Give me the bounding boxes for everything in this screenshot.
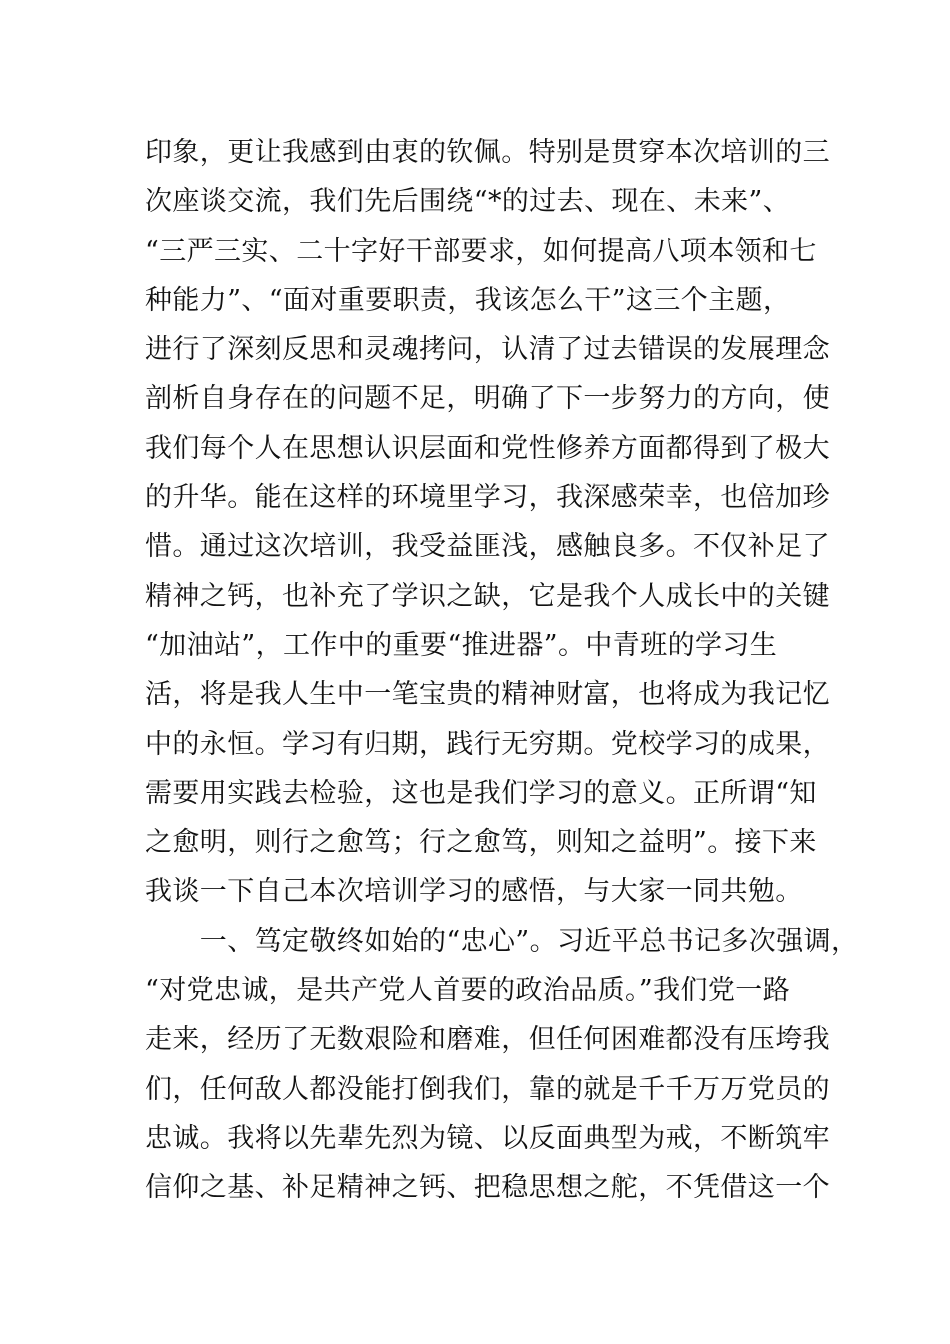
text-line: 信仰之基、补足精神之钙、把稳思想之舵，不凭借这一个 — [145, 1172, 830, 1204]
section-heading-line: 一、笃定敬终如始的“忠心”。习近平总书记多次强调， — [145, 925, 859, 957]
text-line: 活，将是我人生中一笔宝贵的精神财富，也将成为我记忆 — [145, 679, 830, 711]
text-line: “三严三实、二十字好干部要求，如何提高八项本领和七 — [145, 235, 817, 267]
text-line: 需要用实践去检验，这也是我们学习的意义。正所谓“知 — [145, 777, 817, 809]
text-line: 种能力”、“面对重要职责，我该怎么干”这三个主题， — [145, 284, 791, 316]
text-line: 中的永恒。学习有归期，践行无穷期。党校学习的成果， — [145, 728, 830, 760]
text-line: 惜。通过这次培训，我受益匪浅，感触良多。不仅补足了 — [145, 531, 830, 563]
text-line: “对党忠诚，是共产党人首要的政治品质。”我们党一路 — [145, 975, 791, 1007]
text-line: 次座谈交流，我们先后围绕“*的过去、现在、未来”、 — [145, 186, 791, 218]
text-line: “加油站”，工作中的重要“推进器”。中青班的学习生 — [145, 629, 778, 661]
text-line: 我们每个人在思想认识层面和党性修养方面都得到了极大 — [145, 432, 830, 464]
text-line: 剖析自身存在的问题不足，明确了下一步努力的方向，使 — [145, 383, 830, 415]
text-line: 进行了深刻反思和灵魂拷问，认清了过去错误的发展理念 — [145, 334, 830, 366]
text-line: 我谈一下自己本次培训学习的感悟，与大家一同共勉。 — [145, 876, 803, 908]
text-line: 印象，更让我感到由衷的钦佩。特别是贯穿本次培训的三 — [145, 137, 830, 168]
text-line: 们，任何敌人都没能打倒我们，靠的就是千千万万党员的 — [145, 1073, 830, 1105]
text-line: 之愈明，则行之愈笃；行之愈笃，则知之益明”。接下来 — [145, 827, 817, 859]
body-text — [145, 128, 859, 1213]
text-line: 忠诚。我将以先辈先烈为镜、以反面典型为戒，不断筑牢 — [145, 1122, 830, 1154]
text-line: 精神之钙，也补充了学识之缺，它是我个人成长中的关键 — [145, 580, 830, 612]
text-line: 走来，经历了无数艰险和磨难，但任何困难都没有压垮我 — [145, 1024, 830, 1056]
text-line: 的升华。能在这样的环境里学习，我深感荣幸，也倍加珍 — [145, 482, 830, 514]
